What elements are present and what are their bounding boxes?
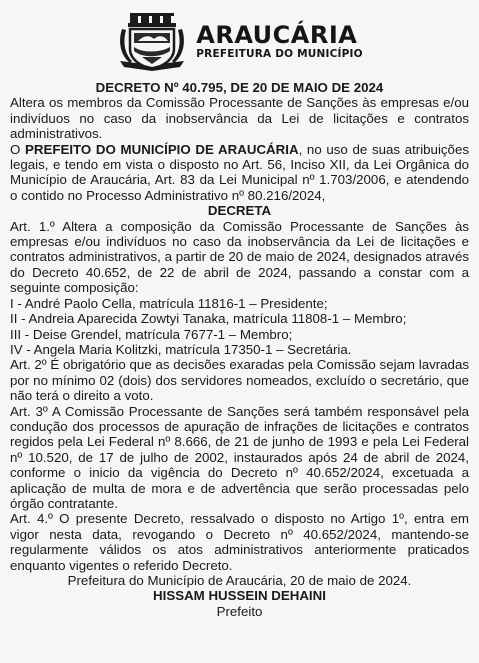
- decree-summary: Altera os membros da Comissão Processante de Sanções às empresas e/ou indivíduos no caso da inobservância da Lei de licitações e contratos administrativos.: [10, 95, 469, 142]
- article-4: Art. 4.º O presente Decreto, ressalvado o disposto no Artigo 1º, entra em vigor nesta data, revogando o Decreto nº 40.652/2024, mantendo-se regularmente válidos os atos administrativos anteriormente praticados enquanto vigentes o referido Decreto.: [10, 511, 469, 573]
- member-item: III - Deise Grendel, matrícula 7677-1 – Membro;: [10, 326, 293, 342]
- signer-name: HISSAM HUSSEIN DEHAINI: [153, 588, 326, 604]
- article-1: Art. 1.º Altera a composição da Comissão Processante de Sanções às empresas e/ou indivíduos no caso da inobservância da Lei de licitações e contratos administrativos, a partir de 20 de maio de 2024, designados através do Decreto 40.652, de 22 de abril de 2024, passando a constar com a seguinte composição:: [10, 218, 469, 296]
- preamble-authority: PREFEITO DO MUNICÍPIO DE ARAUCÁRIA: [25, 141, 299, 157]
- preamble-text: , no uso de suas atribuições legais, e tendo em vista o disposto no Art. 56, Inciso XII, da Lei Orgânica do Município de Araucária, Art. 83 da Lei Municipal nº 1.703/2006, e atendendo o contido no Processo Administrativo nº 80.216/2024,: [10, 141, 469, 203]
- municipal-crest-logo: [116, 11, 188, 71]
- article-2: Art. 2º É obrigatório que as decisões exaradas pela Comissão sejam lavradas por no mínimo 02 (dois) dos servidores nomeados, excluído o secretário, que não terá o direito a voto.: [10, 357, 469, 404]
- brand-name: ARAUCÁRIA: [196, 21, 358, 49]
- place-and-date: Prefeitura do Município de Araucária, 20 de maio de 2024.: [67, 573, 412, 588]
- decree-body: [10, 80, 469, 619]
- decree-preamble: [10, 142, 469, 204]
- brand-subtitle: PREFEITURA DO MUNICÍPIO: [196, 48, 363, 60]
- signer-role: Prefeito: [216, 603, 263, 619]
- member-item: I - André Paolo Cella, matrícula 11816-1 – Presidente;: [10, 295, 328, 311]
- decreta-heading: DECRETA: [207, 203, 272, 219]
- member-item: IV - Angela Maria Kolitzki, matrícula 17350-1 – Secretária.: [10, 341, 352, 357]
- decree-title: DECRETO Nº 40.795, DE 20 DE MAIO DE 2024: [95, 80, 384, 95]
- letterhead: [10, 8, 469, 74]
- article-3: Art. 3º A Comissão Processante de Sanções será também responsável pela condução dos processos de apuração de infrações de licitações e contratos regidos pela Lei Federal nº 8.666, de 21 de junho de 1993 e pela Lei Federal nº 10.520, de 17 de julho de 2002, instaurados após 24 de abril de 2024, conforme o inicio da vigência do Decreto nº 40.652/2024, excetuada a aplicação de multa de mora e de advertência que serão processadas pelo órgão contratante.: [10, 403, 469, 511]
- brand-text: [196, 22, 362, 60]
- preamble-lead: O: [10, 141, 26, 157]
- member-item: II - Andreia Aparecida Zowtyi Tanaka, matrícula 11808-1 – Membro;: [10, 311, 407, 327]
